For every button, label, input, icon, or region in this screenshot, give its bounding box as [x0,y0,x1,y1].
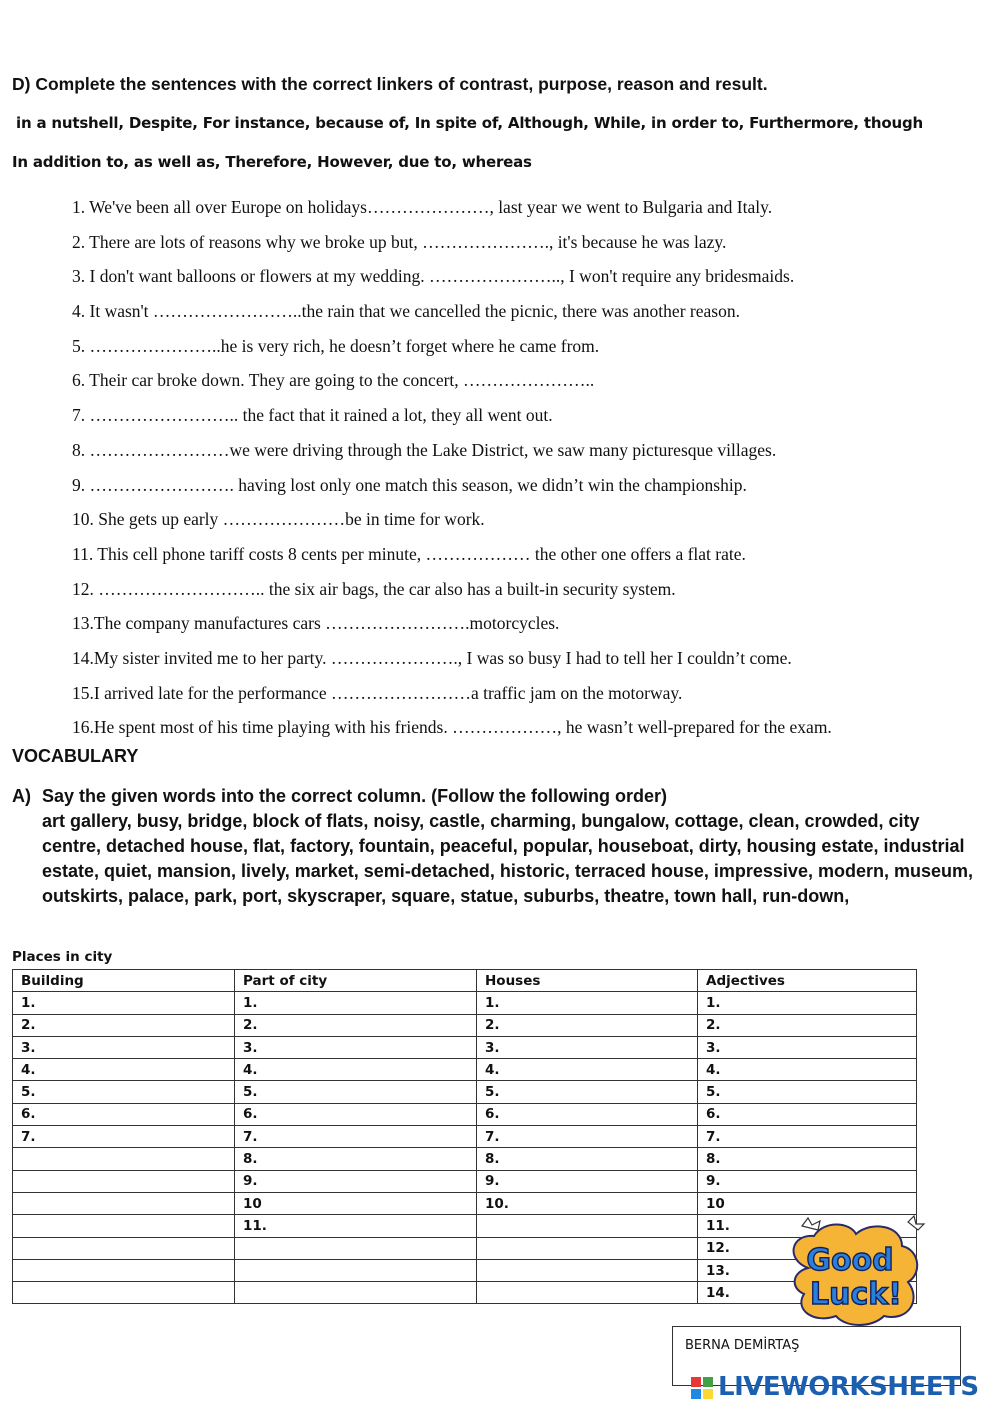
cell-houses-5[interactable]: 5. [477,1081,698,1103]
table-row [13,1126,917,1148]
table-row [13,1059,917,1081]
cell-adjectives-12[interactable]: 12. [698,1237,917,1259]
cell-building-7[interactable]: 7. [13,1126,235,1148]
cell-part-of-city-3[interactable]: 3. [235,1036,477,1058]
word-bank-line-1: in a nutshell, Despite, For instance, because of, In spite of, Although, While, in order to, Furthermore, though [16,114,923,132]
cell-part-of-city-11[interactable]: 11. [235,1215,477,1237]
sentence-11[interactable]: 11. This cell phone tariff costs 8 cents per minute, ……………… the other one offers a flat rate. [72,543,746,564]
cell-adjectives-7[interactable]: 7. [698,1126,917,1148]
cell-part-of-city-12[interactable] [235,1237,477,1259]
cell-adjectives-2[interactable]: 2. [698,1014,917,1036]
cell-houses-3[interactable]: 3. [477,1036,698,1058]
author-name: BERNA DEMİRTAŞ [685,1338,800,1353]
cell-adjectives-4[interactable]: 4. [698,1059,917,1081]
section-a-instruction: Say the given words into the correct column. (Follow the following order) [42,786,668,806]
sentence-2[interactable]: 2. There are lots of reasons why we broke up but, …………………., it's because he was lazy. [72,231,727,252]
cell-houses-13[interactable] [477,1259,698,1281]
sentence-14[interactable]: 14.My sister invited me to her party. …………………., I was so busy I had to tell her I couldn’t come. [72,647,792,668]
cell-part-of-city-1[interactable]: 1. [235,992,477,1014]
cell-part-of-city-6[interactable]: 6. [235,1103,477,1125]
header-part-of-city: Part of city [235,970,477,992]
cell-adjectives-8[interactable]: 8. [698,1148,917,1170]
sentence-10[interactable]: 10. She gets up early …………………be in time for work. [72,509,485,530]
section-d-heading: D) Complete the sentences with the correct linkers of contrast, purpose, reason and result. [12,74,768,94]
sentence-5[interactable]: 5. …………………..he is very rich, he doesn’t forget where he came from. [72,335,600,356]
sentence-6[interactable]: 6. Their car broke down. They are going to the concert, ………………….. [72,370,595,391]
cell-building-1[interactable]: 1. [13,992,235,1014]
cell-adjectives-11[interactable]: 11. [698,1215,917,1237]
cell-adjectives-9[interactable]: 9. [698,1170,917,1192]
table-header-row [13,970,917,992]
sentence-12[interactable]: 12. ……………………….. the six air bags, the car also has a built-in security system. [72,578,676,599]
liveworksheets-logo[interactable] [690,1372,990,1408]
sentence-13[interactable]: 13.The company manufactures cars …………………….motorcycles. [72,613,560,634]
sentence-3[interactable]: 3. I don't want balloons or flowers at my wedding. ………………….., I won't require any bridesmaids. [72,266,795,287]
cell-houses-6[interactable]: 6. [477,1103,698,1125]
cell-houses-11[interactable] [477,1215,698,1237]
cell-houses-7[interactable]: 7. [477,1126,698,1148]
good-luck-image [780,1212,930,1330]
cell-part-of-city-14[interactable] [235,1282,477,1304]
sentence-16[interactable]: 16.He spent most of his time playing with his friends. ………………, he wasn’t well-prepared for the exam. [72,717,832,738]
cell-building-3[interactable]: 3. [13,1036,235,1058]
cell-part-of-city-13[interactable] [235,1259,477,1281]
header-building: Building [13,970,235,992]
header-houses: Houses [477,970,698,992]
cell-adjectives-14[interactable]: 14. [698,1282,917,1304]
table-row [13,1014,917,1036]
table-row [13,1081,917,1103]
vocabulary-title: VOCABULARY [12,746,139,766]
table-row [13,1170,917,1192]
cell-houses-1[interactable]: 1. [477,992,698,1014]
cell-adjectives-10[interactable]: 10 [698,1192,917,1214]
cell-houses-4[interactable]: 4. [477,1059,698,1081]
table-row [13,1148,917,1170]
cell-building-13[interactable] [13,1259,235,1281]
table-row [13,992,917,1014]
liveworksheets-icon [690,1375,716,1405]
cell-houses-8[interactable]: 8. [477,1148,698,1170]
cell-houses-9[interactable]: 9. [477,1170,698,1192]
good-luck-sticker [780,1212,930,1330]
table-row [13,1103,917,1125]
cell-building-8[interactable] [13,1148,235,1170]
cell-adjectives-1[interactable]: 1. [698,992,917,1014]
sentence-list [72,190,832,745]
cell-building-11[interactable] [13,1215,235,1237]
cell-building-6[interactable]: 6. [13,1103,235,1125]
cell-part-of-city-9[interactable]: 9. [235,1170,477,1192]
cell-building-2[interactable]: 2. [13,1014,235,1036]
cell-building-10[interactable] [13,1192,235,1214]
cell-adjectives-6[interactable]: 6. [698,1103,917,1125]
header-adjectives: Adjectives [698,970,917,992]
cell-part-of-city-2[interactable]: 2. [235,1014,477,1036]
cell-building-5[interactable]: 5. [13,1081,235,1103]
cell-adjectives-13[interactable]: 13. [698,1259,917,1281]
cell-building-4[interactable]: 4. [13,1059,235,1081]
sentence-1[interactable]: 1. We've been all over Europe on holidays…………………, last year we went to Bulgaria and Italy. [72,197,773,217]
good-luck-word-1: Good [806,1243,894,1278]
sentence-7[interactable]: 7. …………………….. the fact that it rained a lot, they all went out. [72,405,553,426]
cell-adjectives-5[interactable]: 5. [698,1081,917,1103]
sentence-8[interactable]: 8. ……………………we were driving through the Lake District, we saw many picturesque villages. [72,439,777,460]
cell-houses-2[interactable]: 2. [477,1014,698,1036]
cell-houses-10[interactable]: 10. [477,1192,698,1214]
word-bank-line-2: In addition to, as well as, Therefore, However, due to, whereas [12,153,532,171]
cell-building-9[interactable] [13,1170,235,1192]
cell-part-of-city-7[interactable]: 7. [235,1126,477,1148]
cell-building-12[interactable] [13,1237,235,1259]
table-row [13,1036,917,1058]
sentence-9[interactable]: 9. ……………………. having lost only one match this season, we didn’t win the championship. [72,474,747,495]
cell-houses-14[interactable] [477,1282,698,1304]
cell-houses-12[interactable] [477,1237,698,1259]
sentence-15[interactable]: 15.I arrived late for the performance ……………………a traffic jam on the motorway. [72,682,683,703]
places-in-city-title: Places in city [12,949,113,965]
cell-part-of-city-8[interactable]: 8. [235,1148,477,1170]
cell-part-of-city-4[interactable]: 4. [235,1059,477,1081]
liveworksheets-wordmark: LIVEWORKSHEETS [718,1372,979,1402]
cell-part-of-city-10[interactable]: 10 [235,1192,477,1214]
cell-building-14[interactable] [13,1282,235,1304]
sentence-4[interactable]: 4. It wasn't ……………………..the rain that we cancelled the picnic, there was another reason. [72,301,740,322]
cell-part-of-city-5[interactable]: 5. [235,1081,477,1103]
section-a-letter: A) [12,786,31,806]
good-luck-word-2: Luck! [810,1277,902,1312]
section-a-word-list: art gallery, busy, bridge, block of flats, noisy, castle, charming, bungalow, cottage, clean, crowded, city centre, detached house, flat, factory, fountain, peaceful, popular, houseboat, dirty, housing estate, industrial estate, quiet, mansion, lively, market, semi-detached, historic, terraced house, impressive, modern, museum, outskirts, palace, park, port, skyscraper, square, statue, suburbs, theatre, town hall, run-down, [42,811,973,906]
cell-adjectives-3[interactable]: 3. [698,1036,917,1058]
